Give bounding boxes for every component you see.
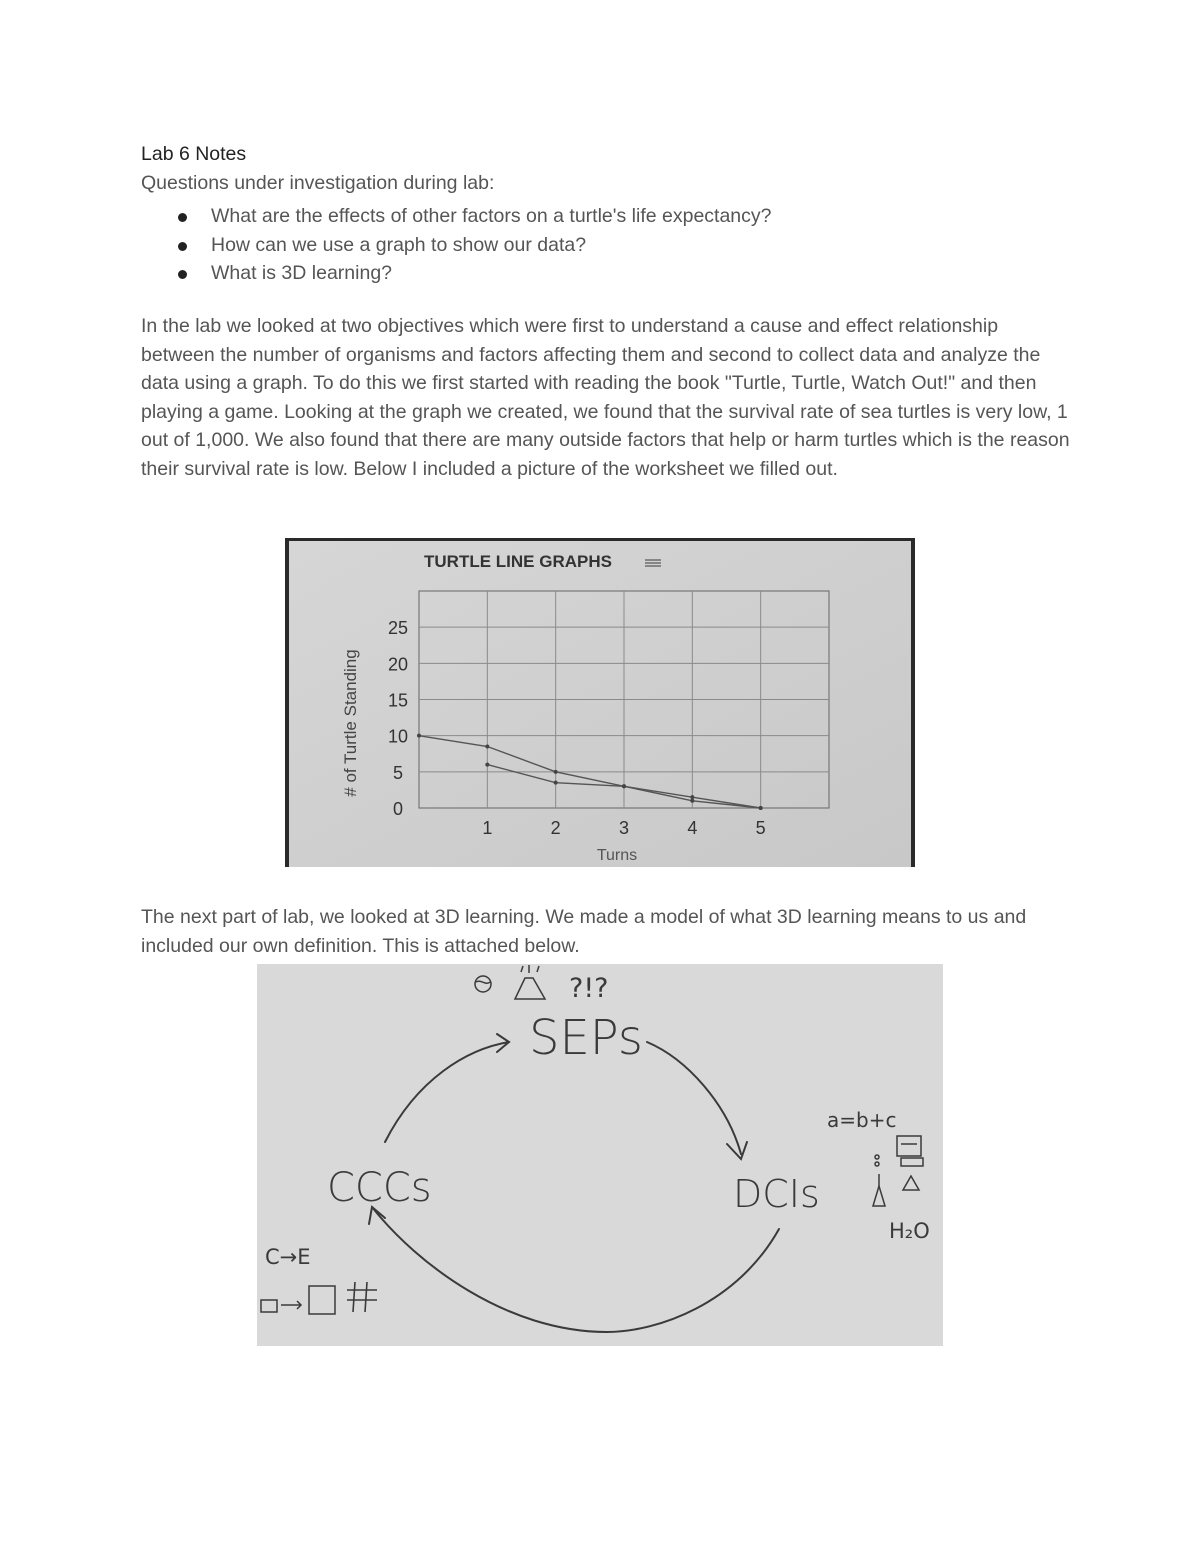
y-axis-label: # of Turtle Standing	[341, 649, 360, 797]
model-paragraph: The next part of lab, we looked at 3D learning. We made a model of what 3D learning means to us and included our own definition. This is attached below.	[141, 906, 1027, 957]
y-tick-label: 25	[387, 618, 409, 639]
y-tick-label: 10	[387, 726, 409, 747]
seps-label: SEPs	[529, 1010, 643, 1066]
data-point	[690, 799, 694, 803]
y-tick-label: 0	[392, 799, 404, 819]
y-tick-label: 20	[387, 654, 409, 675]
data-point	[759, 806, 763, 810]
turtle-line-graph	[285, 538, 915, 867]
data-point	[554, 781, 558, 785]
cause-effect-label: C→E	[265, 1245, 311, 1269]
list-item: What are the effects of other factors on a turtle's life expectancy?	[141, 202, 772, 231]
data-point	[554, 770, 558, 774]
lab-summary-paragraph: In the lab we looked at two objectives which were first to understand a cause and effect relationship between the number of organisms and factors affecting them and second to collect data and analyze the data using a graph. To do this we first started with reading the book "Turtle, Turtle, Watch Out!" and then playing a game. Looking at the graph we created, we found that the survival rate of sea turtles is very low, 1 out of 1,000. We also found that there are many outside factors that help or harm turtles which is the reason their survival rate is low. Below I included a picture of the worksheet we filled out.	[141, 315, 1070, 480]
chart-title: TURTLE LINE GRAPHS	[424, 552, 612, 571]
data-point	[485, 745, 489, 749]
water-label: H₂O	[889, 1219, 930, 1243]
bullet-icon	[178, 270, 187, 279]
bullet-icon	[178, 242, 187, 251]
x-tick-label: 1	[482, 818, 493, 838]
y-tick-label: 15	[387, 690, 409, 711]
dcis-label: DCIs	[733, 1172, 820, 1216]
y-tick-label: 5	[392, 762, 404, 783]
3d-learning-cycle-drawing	[257, 964, 943, 1346]
data-point	[690, 795, 694, 799]
page-title: Lab 6 Notes	[141, 143, 247, 165]
x-axis-label: Turns	[596, 847, 638, 864]
questions-heading: Questions under investigation during lab:	[141, 172, 495, 194]
x-tick-label: 5	[755, 818, 766, 838]
x-tick-label: 4	[687, 818, 698, 838]
3d-learning-model-photo	[257, 964, 943, 1346]
list-item: What is 3D learning?	[141, 259, 772, 288]
x-tick-label: 3	[618, 818, 630, 838]
question-marks-label: ?!?	[569, 973, 609, 1004]
data-point	[417, 734, 421, 738]
formula-label: a=b+c	[827, 1108, 897, 1132]
data-point	[622, 784, 626, 788]
cccs-label: CCCs	[327, 1165, 432, 1211]
x-tick-label: 2	[550, 818, 561, 838]
data-point	[485, 763, 489, 767]
worksheet-graph-photo	[285, 538, 915, 867]
list-item: How can we use a graph to show our data?	[141, 231, 772, 260]
questions-list	[141, 202, 772, 288]
bullet-icon	[178, 213, 187, 222]
